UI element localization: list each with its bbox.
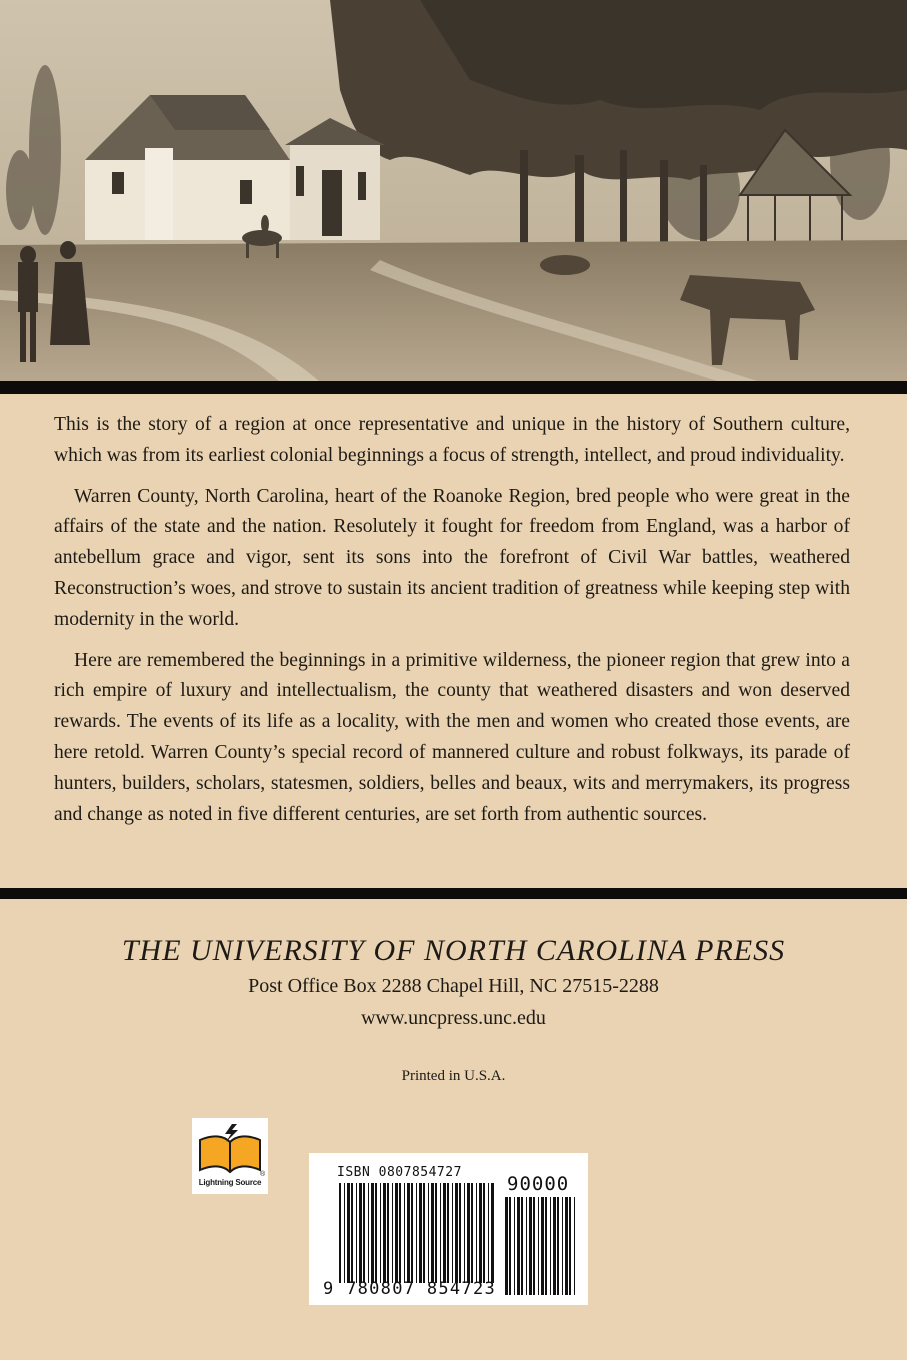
barcode-addon-bar bbox=[514, 1197, 515, 1295]
barcode-main-bar bbox=[452, 1183, 453, 1283]
blurb-paragraph-3: Here are remembered the beginnings in a primitive wilderness, the pioneer region that grew into a rich empire of luxury and intellectualism, the county that weathered disasters and won deserved rewards. The events of its life as a locality, with the men and women who created those events, are here retold. Warren County’s special record of mannered culture and robust folkways, its parade of hunters, builders, scholars, statesmen, soldiers, belles and beaux, wits and merrymakers, its progress and change as noted in five different centuries, are set forth from authentic sources. bbox=[54, 649, 850, 825]
barcode-main-bar bbox=[368, 1183, 369, 1283]
barcode-main-bar bbox=[471, 1183, 473, 1283]
barcode-addon-bar bbox=[565, 1197, 568, 1295]
barcode-addon-bar bbox=[533, 1197, 535, 1295]
barcode-main-bar bbox=[344, 1183, 345, 1283]
barcode-main-bar bbox=[476, 1183, 477, 1283]
barcode-addon-bar bbox=[569, 1197, 571, 1295]
barcode-main-bar bbox=[356, 1183, 357, 1283]
barcode-main-bar bbox=[447, 1183, 449, 1283]
top-rule bbox=[0, 381, 907, 394]
barcode-addon-bar bbox=[526, 1197, 527, 1295]
barcode-main-bar bbox=[440, 1183, 441, 1283]
publisher-name: THE UNIVERSITY OF NORTH CAROLINA PRESS bbox=[121, 934, 786, 967]
barcode-main-bar bbox=[351, 1183, 353, 1283]
barcode-main-bar bbox=[363, 1183, 365, 1283]
barcode-main-bar bbox=[435, 1183, 437, 1283]
barcode-addon-bar bbox=[574, 1197, 575, 1295]
publisher-address: Post Office Box 2288 Chapel Hill, NC 27515-2288 bbox=[248, 975, 659, 997]
bottom-rule bbox=[0, 888, 907, 899]
lightning-source-label: Lightning Source bbox=[198, 1178, 262, 1187]
barcode-addon-bar bbox=[550, 1197, 551, 1295]
lightning-source-logo bbox=[192, 1118, 268, 1194]
barcode-addon-bar bbox=[505, 1197, 508, 1295]
tree-canopy bbox=[330, 0, 907, 180]
barcode-addon-bar bbox=[509, 1197, 511, 1295]
barcode-main-bar bbox=[380, 1183, 381, 1283]
barcode-main-bar bbox=[416, 1183, 417, 1283]
barcode-main-bar bbox=[428, 1183, 429, 1283]
barcode-main-bar bbox=[464, 1183, 465, 1283]
registered-mark: ® bbox=[260, 1171, 266, 1178]
barcode-main-bar bbox=[443, 1183, 446, 1283]
barcode-main-bar bbox=[383, 1183, 386, 1283]
barcode-main-bar bbox=[375, 1183, 377, 1283]
printed-in: Printed in U.S.A. bbox=[401, 1068, 506, 1084]
barcode-addon-bar bbox=[541, 1197, 544, 1295]
barcode-main-bar bbox=[371, 1183, 374, 1283]
barcode-addon-bar bbox=[538, 1197, 539, 1295]
addon-number: 90000 bbox=[507, 1173, 570, 1195]
barcode-main-bar bbox=[411, 1183, 413, 1283]
blurb-paragraph-1: This is the story of a region at once representative and unique in the history of Southern culture, which was from its earliest colonial beginnings a focus of strength, intellect, and proud individuality. bbox=[54, 414, 850, 466]
barcode-addon-bar bbox=[517, 1197, 520, 1295]
barcode-main-bar bbox=[423, 1183, 425, 1283]
barcode-main-bar bbox=[455, 1183, 458, 1283]
blurb-paragraph-2: Warren County, North Carolina, heart of the Roanoke Region, bred people who were great in the affairs of the state and the nation. Resolutely it fought for freedom from England, was a harbor of antebellum grace and vigor, sent its sons into the forefront of Civil War battles, weathered Reconstruction’s woes, and strove to sustain its ancient tradition of greatness while keeping step with modernity in the world. bbox=[54, 485, 850, 630]
barcode-main-bar bbox=[395, 1183, 398, 1283]
barcode-main-bar bbox=[419, 1183, 422, 1283]
barcode-addon-bar bbox=[529, 1197, 532, 1295]
barcode-main-bar bbox=[467, 1183, 470, 1283]
barcode-addon-bar bbox=[562, 1197, 563, 1295]
ean-digits: 9 780807 854723 bbox=[323, 1279, 497, 1299]
barcode-addon-bar bbox=[521, 1197, 523, 1295]
barcode-addon-bar bbox=[553, 1197, 556, 1295]
barcode-addon-bar bbox=[557, 1197, 559, 1295]
barcode-addon-bar bbox=[545, 1197, 547, 1295]
barcode-main-bar bbox=[431, 1183, 434, 1283]
barcode-main-bar bbox=[359, 1183, 362, 1283]
publisher-website: www.uncpress.unc.edu bbox=[361, 1007, 546, 1029]
barcode-main-bar bbox=[404, 1183, 405, 1283]
blurb bbox=[54, 410, 850, 840]
barcode-main-bar bbox=[339, 1183, 341, 1283]
barcode-main-bar bbox=[491, 1183, 494, 1283]
barcode-main-bar bbox=[459, 1183, 461, 1283]
barcode-main-bar bbox=[488, 1183, 489, 1283]
barcode-main-bar bbox=[387, 1183, 389, 1283]
barcode-main-bar bbox=[347, 1183, 350, 1283]
barcode bbox=[309, 1153, 588, 1305]
book-icon bbox=[192, 1118, 268, 1178]
barcode-main-bar bbox=[392, 1183, 393, 1283]
isbn-label: ISBN 0807854727 bbox=[337, 1165, 462, 1180]
barcode-main-bar bbox=[399, 1183, 401, 1283]
barcode-main-bar bbox=[483, 1183, 485, 1283]
barcode-main-bar bbox=[479, 1183, 482, 1283]
cover-illustration bbox=[0, 0, 907, 382]
barcode-main-bar bbox=[407, 1183, 410, 1283]
